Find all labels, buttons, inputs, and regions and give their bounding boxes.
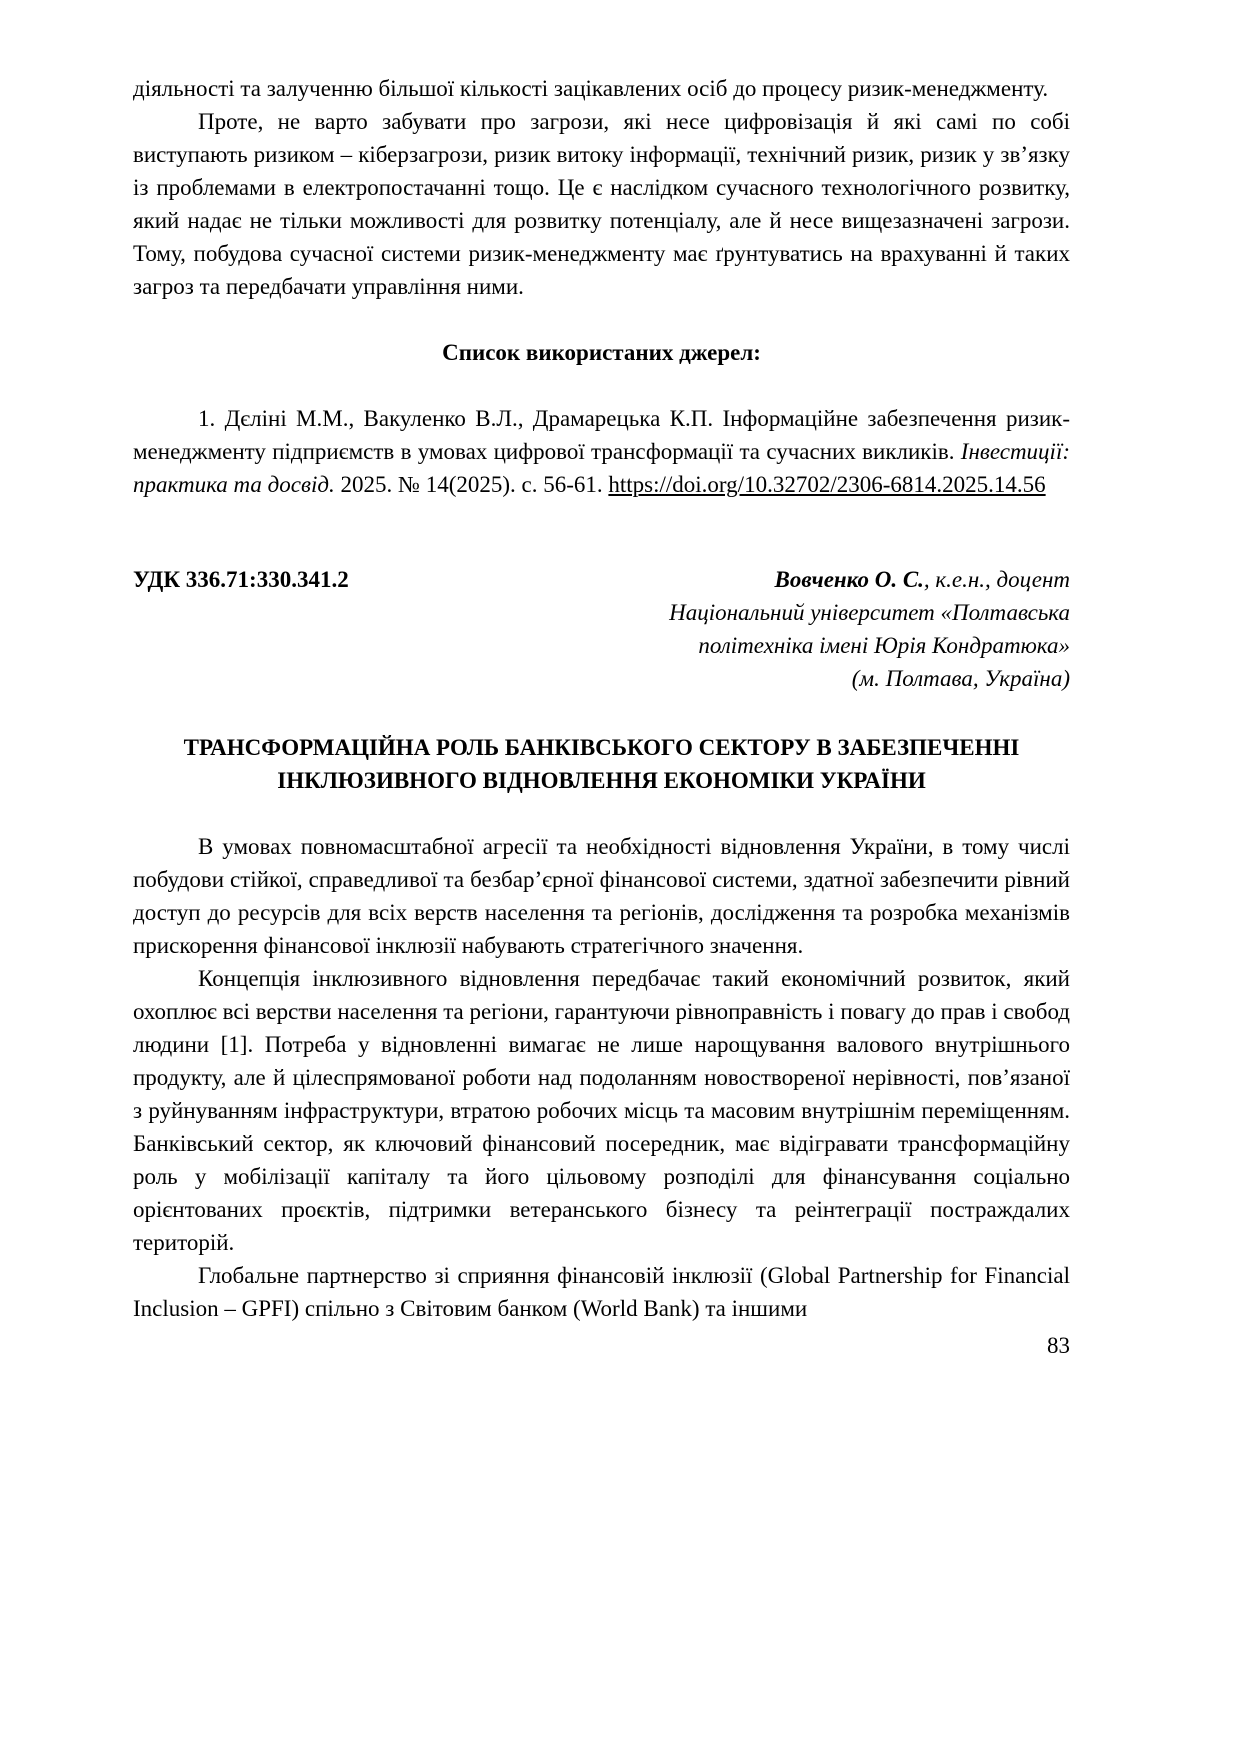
author-affiliation-line-1: Національний університет «Полтавська (669, 600, 1070, 625)
author-name: Вовченко О. С. (774, 567, 924, 592)
udc-author-row (133, 563, 1070, 695)
previous-article-threats-paragraph: Проте, не варто забувати про загрози, які несе цифровізація й які самі по собі виступають ризиком – кіберзагрози, ризик витоку інформації, технічний ризик, ризик у зв’язку із проблемами в електропостачанні тощо. Це є наслідком сучасного технологічного розвитку, який надає не тільки можливості для розвитку потенціалу, але й несе вищезазначені загрози. Тому, побудова сучасної системи ризик-менеджменту має ґрунтуватись на врахуванні й таких загроз та передбачати управління ними. (133, 109, 1070, 299)
author-location-line: (м. Полтава, Україна) (851, 666, 1070, 691)
author-line (349, 563, 1070, 596)
article-title: ТРАНСФОРМАЦІЙНА РОЛЬ БАНКІВСЬКОГО СЕКТОРУ В ЗАБЕЗПЕЧЕННІ ІНКЛЮЗИВНОГО ВІДНОВЛЕННЯ ЕКОНОМІКИ УКРАЇНИ (183, 735, 1020, 793)
author-degree: , к.е.н., доцент (923, 567, 1070, 592)
previous-article-closing-paragraph: діяльності та залученню більшої кількості зацікавлених осіб до процесу ризик-менеджменту. (133, 76, 1049, 101)
article-paragraph-1: В умовах повномасштабної агресії та необхідності відновлення України, в тому числі побудови стійкої, справедливої та безбар’єрної фінансової системи, здатної забезпечити рівний доступ до ресурсів для всіх верств населення та регіонів, дослідження та розробка механізмів прискорення фінансової інклюзії набувають стратегічного значення. (133, 834, 1070, 958)
author-block (349, 563, 1070, 695)
article-paragraph-3: Глобальне партнерство зі сприяння фінансовій інклюзії (Global Partnership for Financial Inclusion – GPFI) спільно з Світовим банком (World Bank) та іншими (133, 1263, 1070, 1321)
author-affiliation-line-2: політехніка імені Юрія Кондратюка» (698, 633, 1070, 658)
reference-doi-link[interactable]: https://doi.org/10.32702/2306-6814.2025.14.56 (608, 472, 1046, 497)
references-heading: Список використаних джерел: (442, 340, 761, 365)
reference-journal-title: Інвестиції: практика та досвід. (133, 439, 1070, 497)
article-paragraph-2: Концепція інклюзивного відновлення передбачає такий економічний розвиток, який охоплює всі верстви населення та регіони, гарантуючи рівноправність і повагу до прав і свобод людини [1]. Потреба у відновленні вимагає не лише нарощування валового внутрішнього продукту, але й цілеспрямованої роботи над подоланням новоствореної нерівності, пов’язаної з руйнуванням інфраструктури, втратою робочих місць та масовим внутрішнім переміщенням. Банківський сектор, як ключовий фінансовий посередник, має відігравати трансформаційну роль у мобілізації капіталу та його цільовому розподілі для фінансування соціально орієнтованих проєктів, підтримки ветеранського бізнесу та реінтеграції постраждалих територій. (133, 966, 1070, 1255)
reference-text-before-journal: 1. Дєліні М.М., Вакуленко В.Л., Драмарецька К.П. Інформаційне забезпечення ризик-менеджменту підприємств в умовах цифрової трансформації та сучасних викликів. (133, 406, 1070, 464)
reference-text-after-journal: 2025. № 14(2025). с. 56-61. (334, 472, 609, 497)
reference-entry (133, 402, 1070, 501)
udc-number: УДК 336.71:330.341.2 (133, 567, 349, 592)
page-number: 83 (1047, 1333, 1070, 1358)
